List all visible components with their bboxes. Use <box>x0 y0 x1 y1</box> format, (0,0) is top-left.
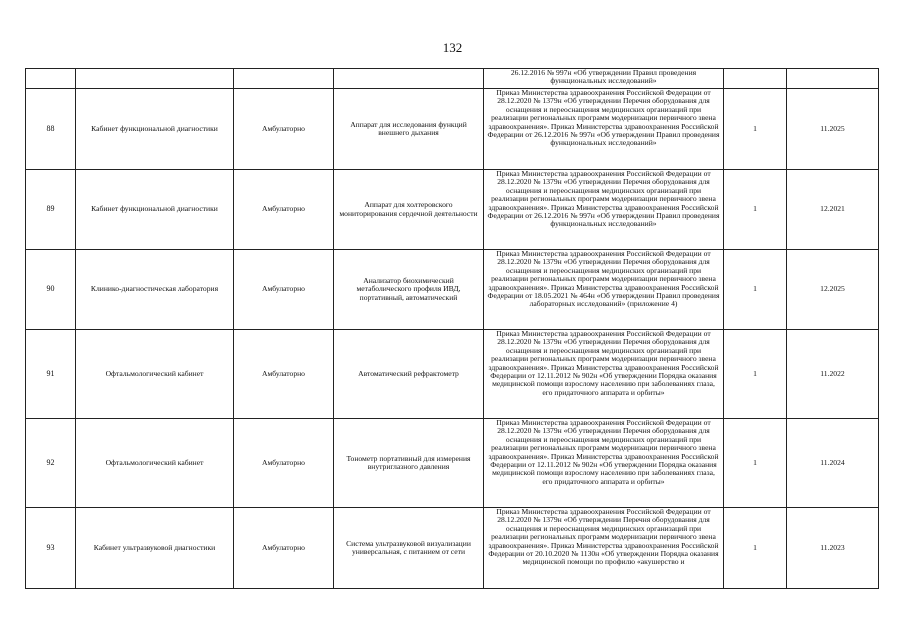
table-row <box>26 170 879 250</box>
table-row <box>26 250 879 330</box>
equipment-table <box>25 68 879 589</box>
legal-basis: Приказ Министерства здравоохранения Российской Федерации от 28.12.2020 № 1379н «Об утверждении Перечня оборудования для оснащения и переоснащения медицинских организаций при реализации региональных программ модернизации первичного звена здравоохранения». Приказ Министерства здравоохранения Российской Федерации от 26.12.2016 № 997н «Об утверждении Правил проведения функциональных исследований» <box>484 170 724 250</box>
legal-basis: Приказ Министерства здравоохранения Российской Федерации от 28.12.2020 № 1379н «Об утверждении Перечня оборудования для оснащения и переоснащения медицинских организаций при реализации региональных программ модернизации первичного звена здравоохранения». Приказ Министерства здравоохранения Российской Федерации от 12.11.2012 № 902н «Об утверждении Порядка оказания медицинской помощи взрослому населению при заболеваниях глаза, его придаточного аппарата и орбиты» <box>484 330 724 419</box>
delivery-date: 11.2025 <box>787 89 879 170</box>
row-number: 89 <box>26 170 76 250</box>
department-name: Клинико-диагностическая лаборатория <box>76 250 234 330</box>
row-number: 92 <box>26 419 76 508</box>
quantity: 1 <box>724 419 787 508</box>
equipment-name: Аппарат для холтеровского мониторирования сердечной деятельности <box>334 170 484 250</box>
legal-basis: Приказ Министерства здравоохранения Российской Федерации от 28.12.2020 № 1379н «Об утверждении Перечня оборудования для оснащения и переоснащения медицинских организаций при реализации региональных программ модернизации первичного звена здравоохранения». Приказ Министерства здравоохранения Российской Федерации от 18.05.2021 № 464н «Об утверждении Правил проведения лабораторных исследований» (приложение 4) <box>484 250 724 330</box>
equipment-name: Система ультразвуковой визуализации универсальная, с питанием от сети <box>334 508 484 589</box>
delivery-date: 12.2021 <box>787 170 879 250</box>
department-name: Офтальмологический кабинет <box>76 330 234 419</box>
equipment-name: Автоматический рефрактометр <box>334 330 484 419</box>
quantity: 1 <box>724 508 787 589</box>
legal-basis: Приказ Министерства здравоохранения Российской Федерации от 28.12.2020 № 1379н «Об утверждении Перечня оборудования для оснащения и переоснащения медицинских организаций при реализации региональных программ модернизации первичного звена здравоохранения». Приказ Министерства здравоохранения Российской Федерации от 20.10.2020 № 1130н «Об утверждении Порядка оказания медицинской помощи по профилю «акушерство и <box>484 508 724 589</box>
table-row <box>26 89 879 170</box>
cell-basis: 26.12.2016 № 997н «Об утверждении Правил проведения функциональных исследований» <box>484 69 724 89</box>
care-condition: Амбулаторно <box>234 250 334 330</box>
delivery-date: 11.2022 <box>787 330 879 419</box>
cell-date <box>787 69 879 89</box>
care-condition: Амбулаторно <box>234 508 334 589</box>
cell-condition <box>234 69 334 89</box>
delivery-date: 11.2024 <box>787 419 879 508</box>
cell-num <box>26 69 76 89</box>
quantity: 1 <box>724 170 787 250</box>
delivery-date: 11.2023 <box>787 508 879 589</box>
quantity: 1 <box>724 330 787 419</box>
page-number: 132 <box>442 40 463 55</box>
table-row <box>26 419 879 508</box>
department-name: Кабинет функциональной диагностики <box>76 89 234 170</box>
department-name: Кабинет функциональной диагностики <box>76 170 234 250</box>
care-condition: Амбулаторно <box>234 89 334 170</box>
table-row <box>26 508 879 589</box>
cell-equipment <box>334 69 484 89</box>
row-number: 88 <box>26 89 76 170</box>
legal-basis: Приказ Министерства здравоохранения Российской Федерации от 28.12.2020 № 1379н «Об утверждении Перечня оборудования для оснащения и переоснащения медицинских организаций при реализации региональных программ модернизации первичного звена здравоохранения». Приказ Министерства здравоохранения Российской Федерации от 26.12.2016 № 997н «Об утверждении Правил проведения функциональных исследований» <box>484 89 724 170</box>
table-row-continuation <box>26 69 879 89</box>
quantity: 1 <box>724 250 787 330</box>
quantity: 1 <box>724 89 787 170</box>
department-name: Офтальмологический кабинет <box>76 419 234 508</box>
row-number: 93 <box>26 508 76 589</box>
care-condition: Амбулаторно <box>234 170 334 250</box>
cell-quantity <box>724 69 787 89</box>
delivery-date: 12.2025 <box>787 250 879 330</box>
row-number: 91 <box>26 330 76 419</box>
equipment-name: Тонометр портативный для измерения внутриглазного давления <box>334 419 484 508</box>
care-condition: Амбулаторно <box>234 330 334 419</box>
row-number: 90 <box>26 250 76 330</box>
equipment-name: Аппарат для исследования функций внешнего дыхания <box>334 89 484 170</box>
department-name: Кабинет ультразвуковой диагностики <box>76 508 234 589</box>
table-row <box>26 330 879 419</box>
legal-basis: Приказ Министерства здравоохранения Российской Федерации от 28.12.2020 № 1379н «Об утверждении Перечня оборудования для оснащения и переоснащения медицинских организаций при реализации региональных программ модернизации первичного звена здравоохранения». Приказ Министерства здравоохранения Российской Федерации от 12.11.2012 № 902н «Об утверждении Порядка оказания медицинской помощи взрослому населению при заболеваниях глаза, его придаточного аппарата и орбиты» <box>484 419 724 508</box>
cell-department <box>76 69 234 89</box>
equipment-name: Анализатор биохимический метаболического профиля ИВД, портативный, автоматический <box>334 250 484 330</box>
care-condition: Амбулаторно <box>234 419 334 508</box>
